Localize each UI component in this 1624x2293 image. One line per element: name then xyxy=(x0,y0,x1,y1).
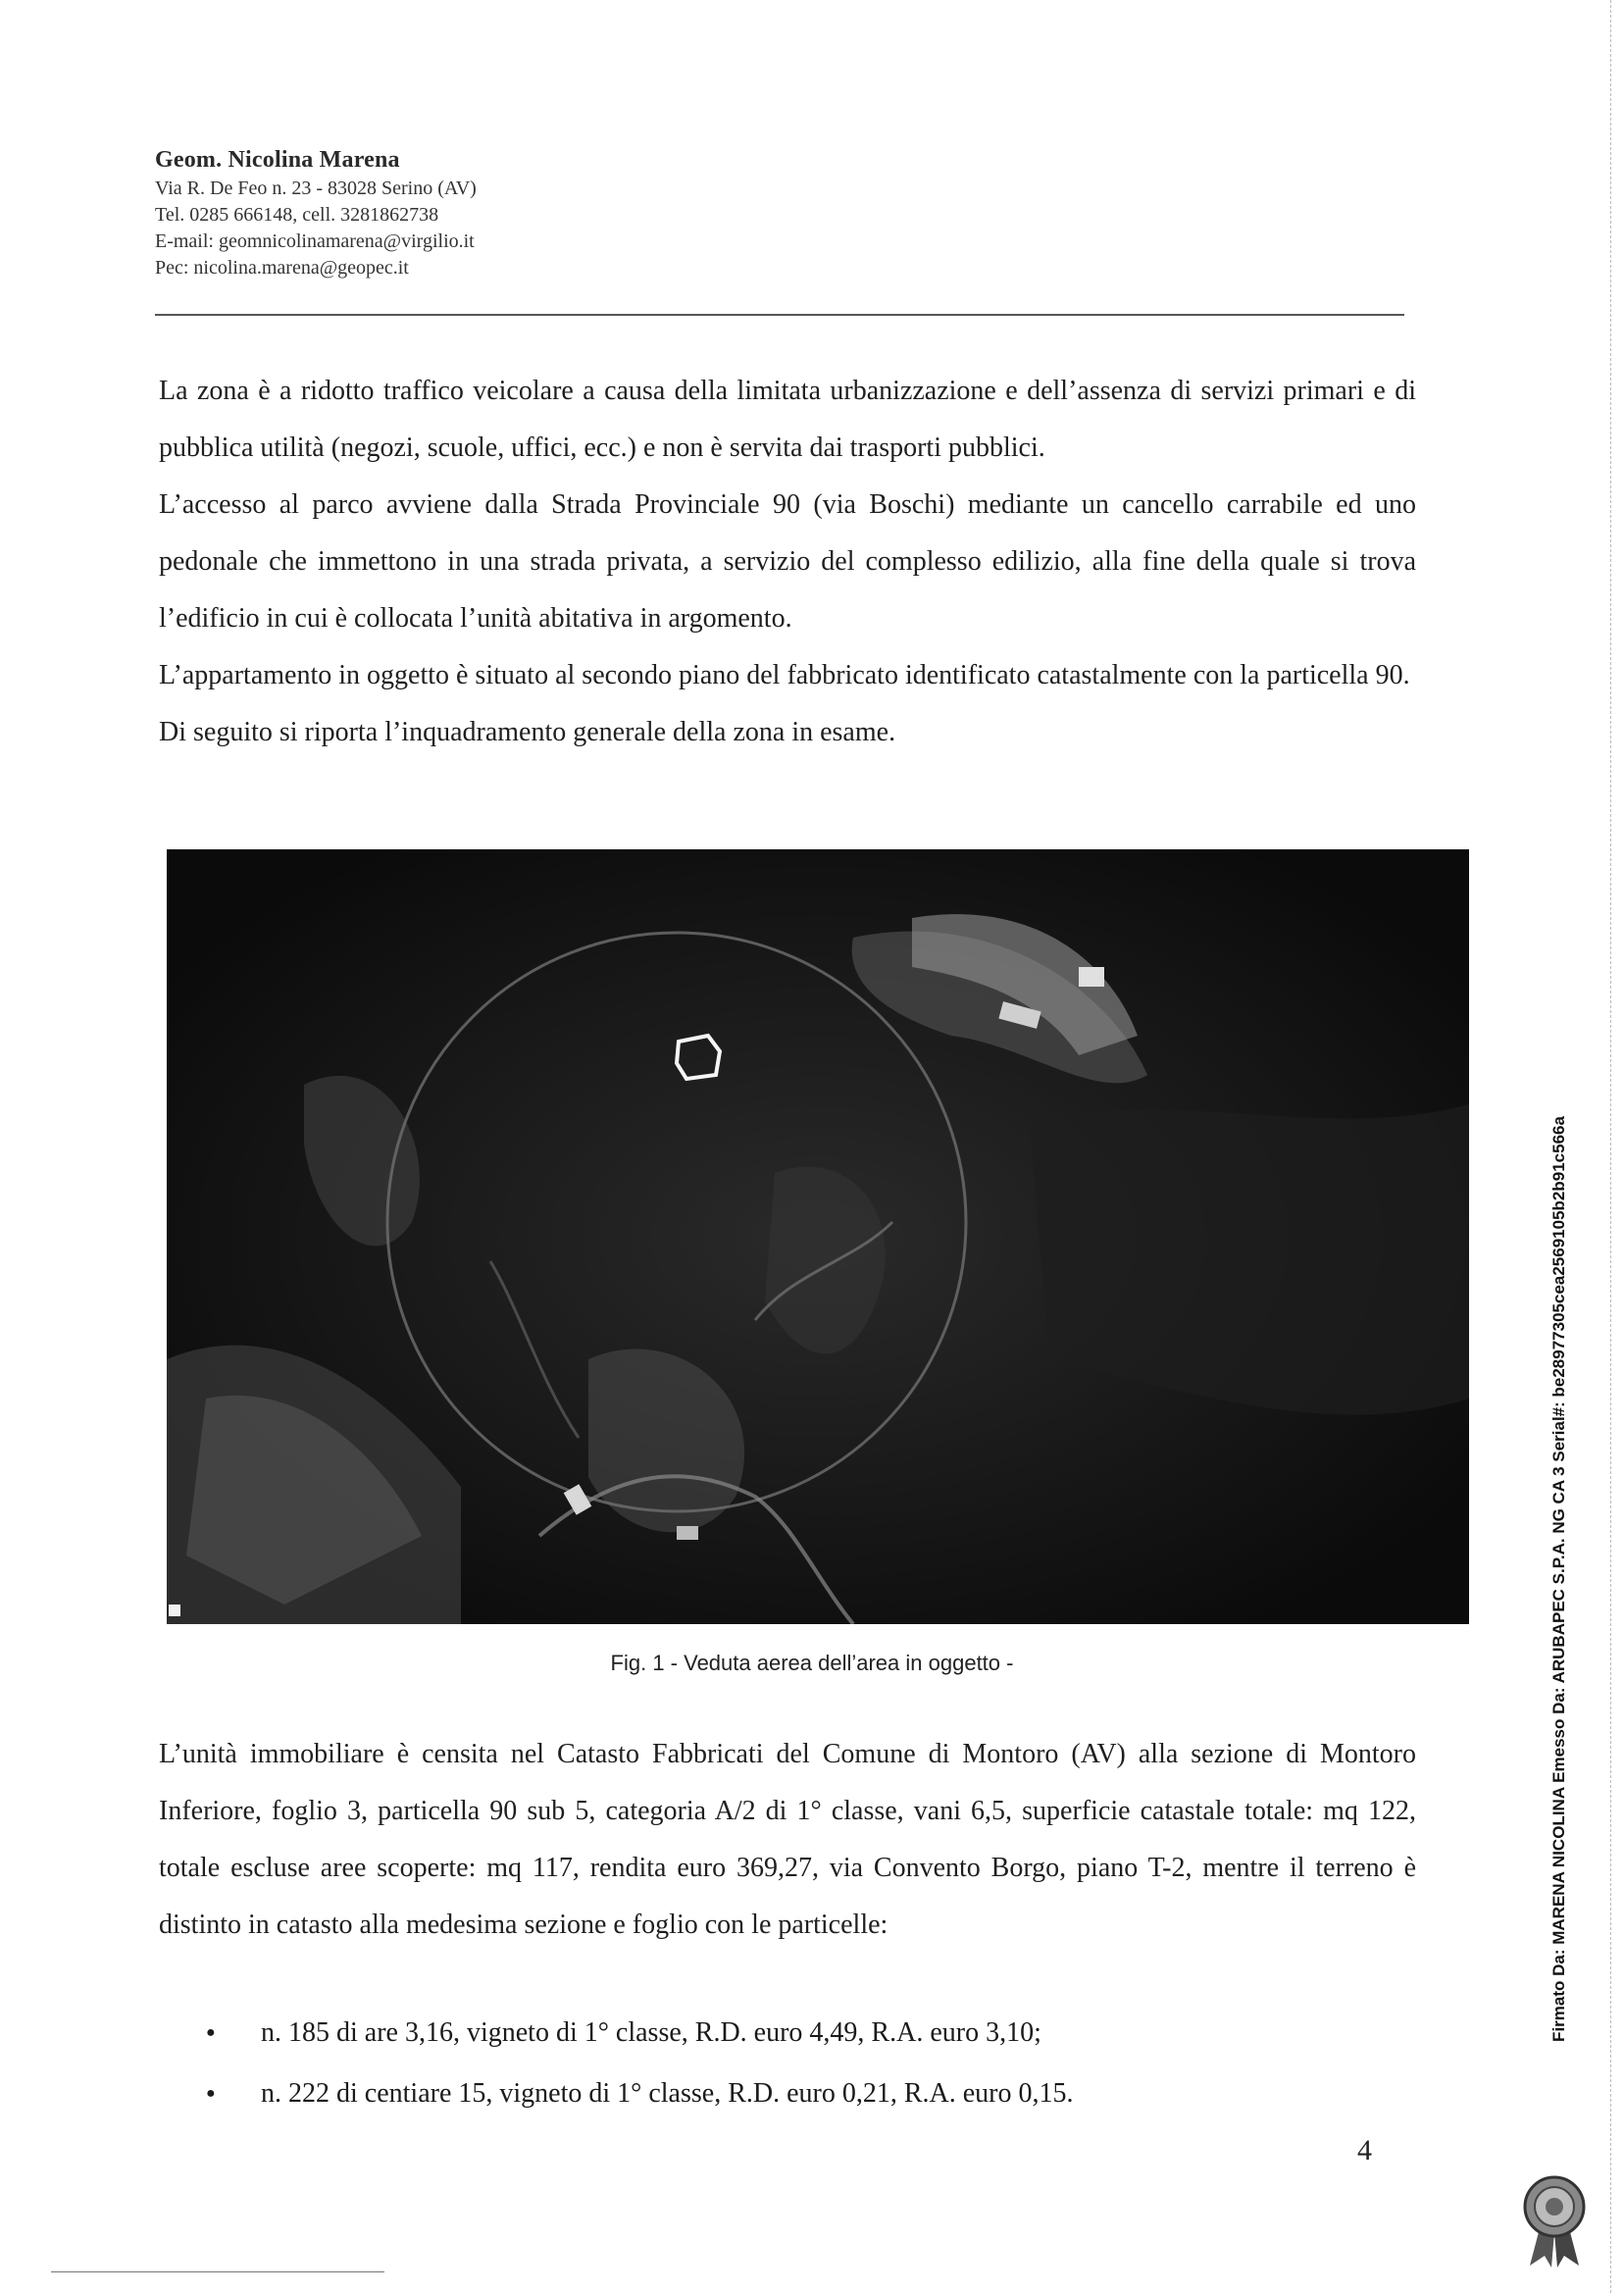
intro-section xyxy=(159,363,1416,761)
letterhead-pec: Pec: nicolina.marena@geopec.it xyxy=(155,257,409,279)
aerial-photo xyxy=(167,849,1469,1624)
intro-paragraph-access: L’accesso al parco avviene dalla Strada Provinciale 90 (via Boschi) mediante un cancello carrabile ed uno pedonale che immettono in una strada privata, a servizio del complesso edilizio, alla fine della quale si trova l’edificio in cui è collocata l’unità abitativa in argomento. xyxy=(159,489,1416,634)
aerial-photo-graphic xyxy=(167,849,1469,1624)
parcel-item-222: ● n. 222 di centiare 15, vigneto di 1° classe, R.D. euro 0,21, R.A. euro 0,15. xyxy=(206,2064,1383,2124)
figure-caption: Fig. 1 - Veduta aerea dell’area in oggetto - xyxy=(610,1651,1014,1675)
cadastral-paragraph: L’unità immobiliare è censita nel Catasto Fabbricati del Comune di Montoro (AV) alla sezione di Montoro Inferiore, foglio 3, particella 90 sub 5, categoria A/2 di 1° classe, vani 6,5, superficie catastale totale: mq 122, totale escluse aree scoperte: mq 117, rendita euro 369,27, via Convento Borgo, piano T-2, mentre il terreno è distinto in catasto alla medesima sezione e foglio con le particelle: xyxy=(159,1739,1416,1940)
scan-edge-line xyxy=(1610,0,1611,2293)
signature-seal-icon xyxy=(1510,2169,1599,2268)
intro-paragraph-zone: La zona è a ridotto traffico veicolare a causa della limitata urbanizzazione e dell’assenza di servizi primari e di pubblica utilità (negozi, scuole, uffici, ecc.) e non è servita dai trasporti pubblici. xyxy=(159,376,1416,463)
parcel-list xyxy=(206,2003,1383,2124)
page-number: 4 xyxy=(1357,2134,1372,2166)
digital-signature-stamp xyxy=(1545,1116,1574,2042)
header-divider xyxy=(155,314,1404,316)
cadastral-section xyxy=(159,1726,1416,1954)
letterhead-name: Geom. Nicolina Marena xyxy=(155,147,400,173)
letterhead-address: Via R. De Feo n. 23 - 83028 Serino (AV) xyxy=(155,178,477,199)
signature-text: Firmato Da: MARENA NICOLINA Emesso Da: ARUBAPEC S.P.A. NG CA 3 Serial#: be28977305cea2569105b2b91c566a xyxy=(1549,1116,1568,2042)
letterhead-email: E-mail: geomnicolinamarena@virgilio.it xyxy=(155,230,475,252)
parcel-item-185: ● n. 185 di are 3,16, vigneto di 1° classe, R.D. euro 4,49, R.A. euro 3,10; xyxy=(206,2003,1383,2064)
intro-paragraph-framing: Di seguito si riporta l’inquadramento generale della zona in esame. xyxy=(159,717,896,747)
footer-divider xyxy=(51,2271,384,2272)
letterhead-phone: Tel. 0285 666148, cell. 3281862738 xyxy=(155,204,439,226)
intro-paragraph-apartment: L’appartamento in oggetto è situato al secondo piano del fabbricato identificato catastalmente con la particella 90. xyxy=(159,660,1410,690)
letterhead xyxy=(155,147,743,281)
